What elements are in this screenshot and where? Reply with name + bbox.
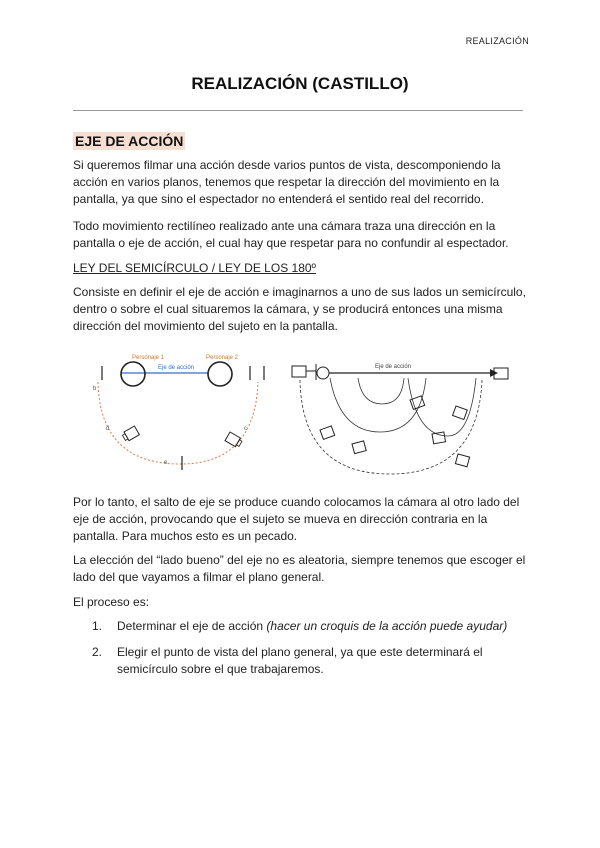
step-item [92,644,522,678]
right-camera-f [453,406,468,420]
step-text: Elegir el punto de vista del plano general, ya que este determinará el semicírculo sobre el que trabajaremos. [117,645,483,676]
document-title: REALIZACIÓN (CASTILLO) [191,74,409,93]
axis-diagrams-svg [90,344,530,484]
paragraph-process: El proceso es: [73,595,150,609]
paragraph-semicircle: Consiste en definir el eje de acción e imaginarnos a uno de sus lados un semicírculo, dentro o sobre el cual situaremos la cámara, y se producirá entonces una misma dirección del movimiento del sujeto en la pantalla. [73,285,526,333]
person1-label: Personaje 1 [132,355,165,361]
right-inner-arc-3 [358,378,404,404]
right-camera-b [352,441,366,454]
left-camera-c [225,432,243,448]
person1-circle [121,362,145,386]
paragraph-movement: Todo movimiento rectilíneo realizado ante una cámara traza una dirección en la pantalla o eje de acción, el cual hay que respetar para no confundir al espectador. [73,219,509,250]
section-heading: EJE DE ACCIÓN [75,133,184,149]
diagram-left [93,355,264,470]
diagrams-figure [90,344,530,484]
title-divider [73,110,523,111]
subheading-180-rule: LEY DEL SEMICÍRCULO / LEY DE LOS 180º [73,261,316,275]
step-note: (hacer un croquis de la acción puede ayudar) [266,619,508,633]
step-text: Determinar el eje de acción [117,619,267,633]
right-camera-d [432,432,446,444]
process-steps-list [92,618,522,687]
person2-label: Personaje 2 [206,355,239,361]
left-camera-d [121,426,139,442]
right-subject-circle [317,367,329,379]
right-axis-label: Eje de acción [375,364,412,370]
left-axis-label: Eje de acción [158,365,195,371]
label-c: c [244,426,247,432]
left-semicircle-arc [98,382,258,464]
label-e: e [164,460,168,466]
step-number: 1. [92,619,103,633]
right-camera-e [455,454,469,467]
paragraph-axis-jump: Por lo tanto, el salto de eje se produce cuando colocamos la cámara al otro lado del eje de acción, provocando que el sujeto se mueva en dirección contraria en la pantalla. Para muchos esto es un pecado. [73,495,520,543]
right-inner-arc-2 [408,378,476,436]
paragraph-intro: Si queremos filmar una acción desde varios puntos de vista, descomponiendo la acción en varios planos, tenemos que respetar la dirección del movimiento en la pantalla, ya que sino el espectador no entenderá el sentido real del recorrido. [73,158,501,206]
label-d: d [106,426,110,432]
diagram-right [292,364,508,474]
person2-circle [208,362,232,386]
paragraph-good-side: La elección del “lado bueno” del eje no es aleatoria, siempre tenemos que escoger el lado del que vayamos a filmar el plano general. [73,553,526,584]
step-item [92,618,522,635]
right-camera-a [320,426,335,440]
running-header: REALIZACIÓN [465,36,529,46]
label-b: b [93,386,97,392]
step-number: 2. [92,645,103,659]
right-camera-left [292,366,306,377]
